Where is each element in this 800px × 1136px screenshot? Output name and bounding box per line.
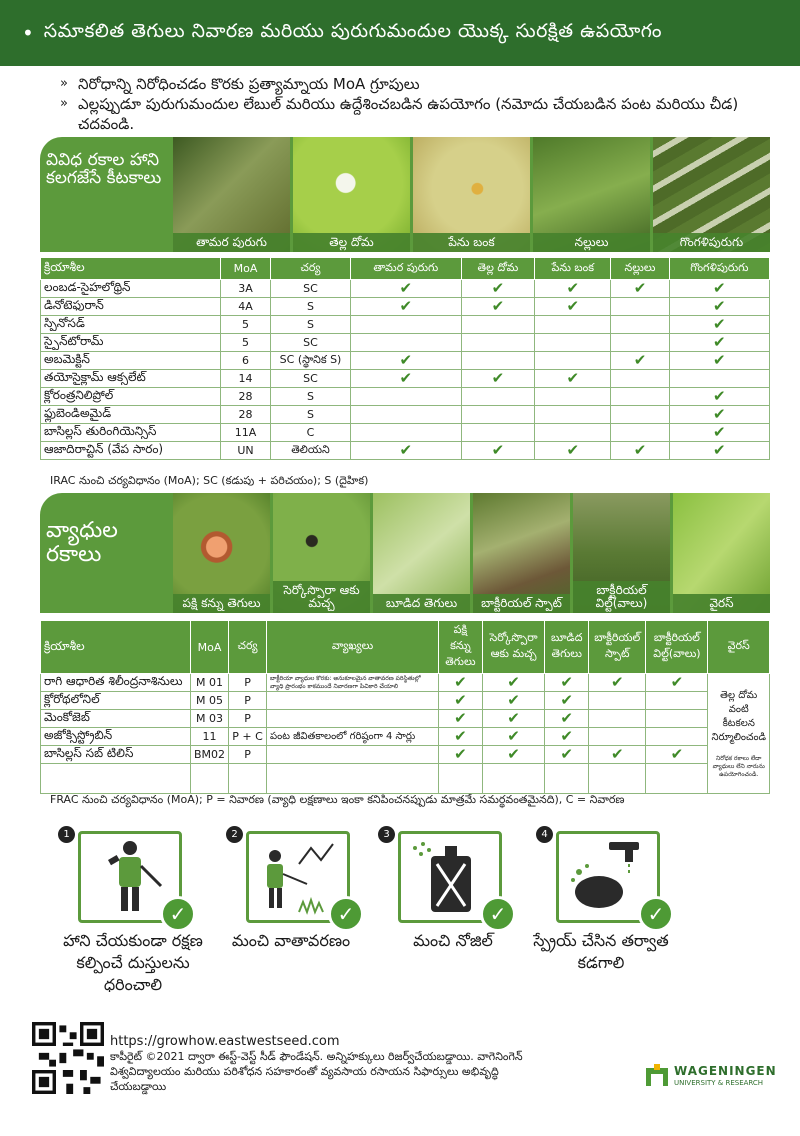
check-cell — [482, 746, 545, 764]
check-cell — [646, 710, 708, 728]
column-header-active: క్రియాశీల — [41, 621, 191, 674]
check-cell — [351, 280, 462, 298]
checkmark-icon: ✔ — [507, 727, 520, 745]
check-cell — [439, 674, 483, 692]
check-cell — [669, 406, 769, 424]
empty-cell — [439, 764, 483, 794]
step-number: 2 — [226, 826, 243, 843]
checkmark-icon: ✔ — [713, 333, 726, 351]
frac-note: FRAC నుంచి చర్యవిధానం (MoA); P = నివారణ (వ్యాధి లక్షణాలు ఇంకా కనిపించనప్పుడు మాత్రమే సమర్థవంతమైనది), C = నివారణ — [50, 793, 625, 806]
checkmark-icon: ✔ — [560, 745, 573, 763]
pest-caption: పేను బంక — [413, 233, 530, 252]
table-row — [41, 442, 770, 460]
step-label: మంచి నోజిల్ — [413, 931, 493, 950]
intro-list — [60, 74, 780, 134]
active-ingredient-cell: ఆజాదిరాచ్టిన్ (వేప సారం) — [41, 442, 221, 460]
checkmark-icon: ✔ — [491, 297, 505, 315]
column-header-active: క్రియాశీల — [41, 258, 221, 280]
action-cell: SC — [271, 280, 351, 298]
active-ingredient-cell: డినోటెఫురాన్ — [41, 298, 221, 316]
check-cell — [535, 370, 611, 388]
check-cell — [535, 424, 611, 442]
action-cell: P — [229, 710, 267, 728]
check-cell — [669, 334, 769, 352]
step-label: స్ప్రేయ్ చేసిన తర్వాత కడగాలి — [533, 931, 669, 972]
check-cell — [669, 370, 769, 388]
intro-line-1: నిరోధాన్ని నిరోధించడం కొరకు ప్రత్యామ్నాయ MoA గ్రూపులు — [78, 75, 420, 93]
check-cell — [545, 728, 589, 746]
pest-caption: తామర పురుగు — [173, 233, 290, 252]
table-row — [41, 352, 770, 370]
moa-cell: 5 — [221, 316, 271, 334]
checkmark-icon: ✔ — [399, 441, 413, 459]
table-row — [41, 280, 770, 298]
action-cell: SC (స్థానిక S) — [271, 352, 351, 370]
column-header-disease: పక్షి కన్ను తెగులు — [439, 621, 483, 674]
disease-photo-cercospora — [273, 493, 370, 613]
checkmark-icon: ✔ — [560, 673, 573, 691]
action-cell: తెలియని — [271, 442, 351, 460]
check-cell — [351, 334, 462, 352]
moa-cell: 11 — [191, 728, 229, 746]
moa-cell: 28 — [221, 406, 271, 424]
column-header-disease: వైరస్ — [708, 621, 770, 674]
check-cell — [669, 442, 769, 460]
disease-photo-virus — [673, 493, 770, 613]
checkmark-icon: ✔ — [633, 351, 647, 369]
comment-cell — [267, 692, 439, 710]
checkmark-icon: ✔ — [566, 441, 580, 459]
intro-line-2: ఎల్లప్పుడూ పురుగుమందుల లేబుల్ మరియు ఉద్దేశించబడిన ఉపయోగం (నమోదు చేయబడిన పంట మరియు చీడ) చదవండి. — [78, 95, 739, 133]
check-cell — [669, 352, 769, 370]
bullet-icon: • — [22, 21, 34, 45]
checkmark-icon: ✔ — [399, 297, 413, 315]
step-number: 4 — [536, 826, 553, 843]
moa-cell: M 03 — [191, 710, 229, 728]
disease-band — [40, 493, 770, 613]
action-cell: P — [229, 674, 267, 692]
empty-cell — [545, 764, 589, 794]
credit-line: విశ్వవిద్యాలయం మరియు పరిశోధన సహకారంతో వ్యవసాయ రసాయన సిఫార్సులు అభివృద్ధి — [110, 1065, 499, 1078]
check-cell — [351, 352, 462, 370]
check-cell — [461, 352, 535, 370]
check-cell — [589, 728, 646, 746]
moa-cell: M 05 — [191, 692, 229, 710]
check-cell — [439, 728, 483, 746]
checkmark-icon: ✓ — [638, 896, 674, 932]
check-cell — [535, 316, 611, 334]
virus-note-cell — [708, 674, 770, 794]
check-cell — [535, 442, 611, 460]
column-header-disease: బాక్టీరియల్ విల్ట్(వాలు) — [646, 621, 708, 674]
checkmark-icon: ✔ — [507, 745, 520, 763]
step-number: 1 — [58, 826, 75, 843]
active-ingredient-cell: స్పైన్‌టోరామ్ — [41, 334, 221, 352]
check-cell — [535, 352, 611, 370]
moa-cell: BM02 — [191, 746, 229, 764]
checkmark-icon: ✔ — [507, 673, 520, 691]
empty-cell — [589, 764, 646, 794]
column-header-pest: గొంగళిపురుగు — [669, 258, 769, 280]
checkmark-icon: ✔ — [399, 279, 413, 297]
table-row — [41, 692, 770, 710]
website-link[interactable]: https://growhow.eastwestseed.com — [110, 1034, 340, 1049]
check-cell — [461, 388, 535, 406]
action-cell: P — [229, 692, 267, 710]
moa-cell: 4A — [221, 298, 271, 316]
check-cell — [461, 424, 535, 442]
insecticide-table — [40, 257, 770, 460]
empty-cell — [229, 764, 267, 794]
checkmark-icon: ✔ — [454, 727, 467, 745]
checkmark-icon: ✔ — [610, 673, 624, 691]
check-cell — [461, 280, 535, 298]
moa-cell: 6 — [221, 352, 271, 370]
checkmark-icon: ✔ — [670, 745, 684, 763]
check-cell — [461, 370, 535, 388]
column-header-pest: పేను బంక — [535, 258, 611, 280]
table-row — [41, 674, 770, 692]
table-row — [41, 710, 770, 728]
action-cell: P + C — [229, 728, 267, 746]
active-ingredient-cell: లంబడ-సైహలోథ్రిన్ — [41, 280, 221, 298]
step-number: 3 — [378, 826, 395, 843]
checkmark-icon: ✔ — [399, 369, 413, 387]
checkmark-icon: ✔ — [610, 745, 624, 763]
step-label: హాని చేయకుండా రక్షణ కల్పించే దుస్తులను ధరించాలి — [63, 931, 203, 994]
check-cell — [669, 280, 769, 298]
checkmark-icon: ✔ — [454, 691, 467, 709]
comment-cell: పంట జీవితకాలంలో గరిష్ఠంగా 4 సార్లు — [267, 728, 439, 746]
logo-sub: UNIVERSITY & RESEARCH — [674, 1079, 764, 1087]
check-cell — [351, 442, 462, 460]
moa-cell: UN — [221, 442, 271, 460]
action-cell: SC — [271, 334, 351, 352]
check-cell — [646, 746, 708, 764]
disease-caption: వైరస్ — [673, 594, 770, 613]
step-label: మంచి వాతావరణం — [231, 931, 351, 950]
active-ingredient-cell: రాగి ఆధారిత శిలీంద్రనాశినులు — [41, 674, 191, 692]
check-cell — [611, 388, 669, 406]
table-row — [41, 370, 770, 388]
check-cell — [545, 710, 589, 728]
check-cell — [439, 692, 483, 710]
checkmark-icon: ✔ — [713, 297, 726, 315]
empty-cell — [191, 764, 229, 794]
check-cell — [535, 280, 611, 298]
moa-cell: 5 — [221, 334, 271, 352]
checkmark-icon: ✔ — [713, 423, 726, 441]
column-header-action: చర్య — [229, 621, 267, 674]
check-cell — [646, 674, 708, 692]
table-row — [41, 388, 770, 406]
action-cell: C — [271, 424, 351, 442]
checkmark-icon: ✔ — [713, 387, 726, 405]
checkmark-icon: ✔ — [491, 441, 505, 459]
check-cell — [461, 442, 535, 460]
check-cell — [611, 424, 669, 442]
pest-caption: తెల్ల దోమ — [293, 233, 410, 252]
active-ingredient-cell: బాసిల్లస్ సబ్ టిలిస్ — [41, 746, 191, 764]
footer-text — [110, 1034, 523, 1094]
checkmark-icon: ✔ — [713, 405, 726, 423]
empty-cell — [646, 764, 708, 794]
pest-photo-whitefly — [293, 137, 410, 252]
check-cell — [482, 674, 545, 692]
checkmark-icon: ✔ — [560, 727, 573, 745]
pest-photo-mites — [533, 137, 650, 252]
check-cell — [351, 424, 462, 442]
column-header-disease: సెర్కోస్పొరా ఆకు మచ్చ — [482, 621, 545, 674]
checkmark-icon: ✔ — [670, 673, 684, 691]
checkmark-icon: ✔ — [713, 351, 726, 369]
action-cell: S — [271, 316, 351, 334]
active-ingredient-cell: ఫ్లుబెండిఅమైడ్ — [41, 406, 221, 424]
check-cell — [482, 710, 545, 728]
check-cell — [535, 388, 611, 406]
check-cell — [646, 692, 708, 710]
active-ingredient-cell: తయోసైక్లామ్ ఆక్సలేట్ — [41, 370, 221, 388]
checkmark-icon: ✔ — [633, 441, 647, 459]
check-cell — [351, 406, 462, 424]
active-ingredient-cell: స్పినోసడ్ — [41, 316, 221, 334]
check-cell — [545, 692, 589, 710]
active-ingredient-cell: క్లోరంత్రనిలిప్రోల్ — [41, 388, 221, 406]
check-cell — [482, 728, 545, 746]
table-row — [41, 746, 770, 764]
chevron-right-icon: » — [60, 76, 68, 91]
check-cell — [351, 370, 462, 388]
moa-cell: M 01 — [191, 674, 229, 692]
disease-photo-wilt — [573, 493, 670, 613]
checkmark-icon: ✔ — [633, 279, 647, 297]
checkmark-icon: ✔ — [454, 673, 467, 691]
checkmark-icon: ✔ — [713, 441, 726, 459]
check-cell — [535, 406, 611, 424]
checkmark-icon: ✔ — [507, 691, 520, 709]
check-cell — [461, 298, 535, 316]
disease-photo-bird-eye — [173, 493, 270, 613]
action-cell: S — [271, 406, 351, 424]
credit-line: చేయబడ్డాయి — [110, 1080, 167, 1093]
check-cell — [545, 746, 589, 764]
checkmark-icon: ✓ — [328, 896, 364, 932]
check-cell — [669, 316, 769, 334]
check-cell — [669, 298, 769, 316]
check-cell — [611, 406, 669, 424]
action-cell: SC — [271, 370, 351, 388]
disease-caption: పక్షి కన్ను తెగులు — [173, 594, 270, 613]
pest-band — [40, 137, 770, 252]
table-row — [41, 316, 770, 334]
checkmark-icon: ✔ — [566, 297, 580, 315]
check-cell — [461, 406, 535, 424]
check-cell — [589, 692, 646, 710]
disease-caption: సెర్కోస్పొరా ఆకు మచ్చ — [273, 581, 370, 613]
disease-caption: బాక్టీరియల్ స్పాట్ — [473, 594, 570, 613]
moa-cell: 11A — [221, 424, 271, 442]
checkmark-icon: ✔ — [454, 745, 467, 763]
virus-note-2: నిరోధక రకాలు లేదా వ్యాధులు లేని నారును ఉపయోగించండి. — [712, 754, 765, 778]
moa-cell: 28 — [221, 388, 271, 406]
active-ingredient-cell: అబమెక్టిన్ — [41, 352, 221, 370]
check-cell — [611, 298, 669, 316]
moa-cell: 14 — [221, 370, 271, 388]
check-cell — [611, 370, 669, 388]
comment-cell: బాక్టీరియా వ్యాధుల కొరకు: అనుకూలమైన వాతావరణ పరిస్థితుల్లో వ్యాధి ప్రారంభం కాకముందే నివారణగా పిచికారి చేయాలి — [267, 674, 439, 692]
footer — [32, 1022, 777, 1122]
table-row — [41, 334, 770, 352]
pest-photo-aphid — [413, 137, 530, 252]
check-cell — [482, 692, 545, 710]
check-cell — [611, 334, 669, 352]
table-row-empty — [41, 764, 770, 794]
irac-note: IRAC నుంచి చర్యవిధానం (MoA); SC (కడుపు + పరిచయం); S (దైహిక) — [50, 474, 369, 487]
table-row — [41, 728, 770, 746]
disease-caption: బాక్టీరియల్ విల్ట్(వాలు) — [573, 581, 670, 613]
column-header-moa: MoA — [191, 621, 229, 674]
check-cell — [589, 710, 646, 728]
checkmark-icon: ✔ — [560, 691, 573, 709]
table-row — [41, 406, 770, 424]
checkmark-icon: ✔ — [713, 279, 726, 297]
checkmark-icon: ✔ — [491, 279, 505, 297]
check-cell — [646, 728, 708, 746]
empty-cell — [482, 764, 545, 794]
action-cell: S — [271, 388, 351, 406]
checkmark-icon: ✔ — [454, 709, 467, 727]
check-cell — [351, 298, 462, 316]
checkmark-icon: ✔ — [507, 709, 520, 727]
check-cell — [589, 674, 646, 692]
check-cell — [461, 334, 535, 352]
check-cell — [611, 316, 669, 334]
disease-caption: బూడిద తెగులు — [373, 594, 470, 613]
check-cell — [351, 388, 462, 406]
empty-cell — [41, 764, 191, 794]
checkmark-icon: ✔ — [399, 351, 413, 369]
disease-photo-powdery — [373, 493, 470, 613]
empty-cell — [267, 764, 439, 794]
column-header-comments: వ్యాఖ్యలు — [267, 621, 439, 674]
column-header-pest: నల్లులు — [611, 258, 669, 280]
pest-photo-thrips — [173, 137, 290, 252]
page-title: సమాకలిత తెగులు నివారణ మరియు పురుగుమందుల యొక్క సురక్షిత ఉపయోగం — [43, 19, 662, 42]
qr-code-icon — [32, 1022, 104, 1094]
check-cell — [545, 674, 589, 692]
disease-category-label: వ్యాధుల రకాలు — [46, 518, 118, 567]
column-header-moa: MoA — [221, 258, 271, 280]
check-cell — [669, 388, 769, 406]
check-cell — [439, 710, 483, 728]
checkmark-icon: ✓ — [480, 896, 516, 932]
column-header-pest: తామర పురుగు — [351, 258, 462, 280]
chevron-right-icon: » — [60, 96, 68, 111]
column-header-disease: బూడిద తెగులు — [545, 621, 589, 674]
check-cell — [611, 280, 669, 298]
check-cell — [535, 298, 611, 316]
checkmark-icon: ✔ — [713, 315, 726, 333]
comment-cell — [267, 710, 439, 728]
page-header — [0, 0, 800, 66]
active-ingredient-cell: బాసిల్లస్ తురింగియెన్సిస్ — [41, 424, 221, 442]
check-cell — [351, 316, 462, 334]
action-cell: S — [271, 298, 351, 316]
check-cell — [669, 424, 769, 442]
column-header-disease: బాక్టీరియల్ స్పాట్ — [589, 621, 646, 674]
fungicide-table — [40, 620, 770, 794]
checkmark-icon: ✔ — [491, 369, 505, 387]
logo-name: WAGENINGEN — [674, 1064, 777, 1078]
pest-caption: గొంగళిపురుగు — [653, 233, 770, 252]
moa-cell: 3A — [221, 280, 271, 298]
column-header-pest: తెల్ల దోమ — [461, 258, 535, 280]
wageningen-mark-icon — [644, 1062, 670, 1088]
copyright-line: కాపీరైట్ ©2021 ద్వారా ఈస్ట్-వెస్ట్ సీడ్ ఫౌండేషన్. అన్నిహక్కులు రిజర్వ్‌చేయబడ్డాయి. వాగెనింగెన్ — [110, 1050, 523, 1063]
active-ingredient-cell: మెంకోజెబ్ — [41, 710, 191, 728]
action-cell: P — [229, 746, 267, 764]
pest-photo-caterpillar — [653, 137, 770, 252]
checkmark-icon: ✔ — [560, 709, 573, 727]
check-cell — [439, 746, 483, 764]
active-ingredient-cell: అజోక్సిస్ట్రోబిన్ — [41, 728, 191, 746]
wageningen-logo — [644, 1062, 784, 1092]
check-cell — [611, 442, 669, 460]
check-cell — [461, 316, 535, 334]
active-ingredient-cell: క్లోరోథలోనిల్ — [41, 692, 191, 710]
disease-photo-bacterial-spot — [473, 493, 570, 613]
check-cell — [611, 352, 669, 370]
table-row — [41, 298, 770, 316]
check-cell — [535, 334, 611, 352]
check-cell — [589, 746, 646, 764]
checkmark-icon: ✔ — [566, 279, 580, 297]
pest-category-label: వివిధ రకాల హాని కలగజేసే కీటకాలు — [46, 150, 162, 188]
checkmark-icon: ✔ — [566, 369, 580, 387]
virus-note: తెల్ల దోమ వంటి కీటకలన నిర్మూలించండి — [711, 689, 766, 743]
pest-caption: నల్లులు — [533, 233, 650, 252]
checkmark-icon: ✓ — [160, 896, 196, 932]
table-row — [41, 424, 770, 442]
column-header-action: చర్య — [271, 258, 351, 280]
comment-cell — [267, 746, 439, 764]
